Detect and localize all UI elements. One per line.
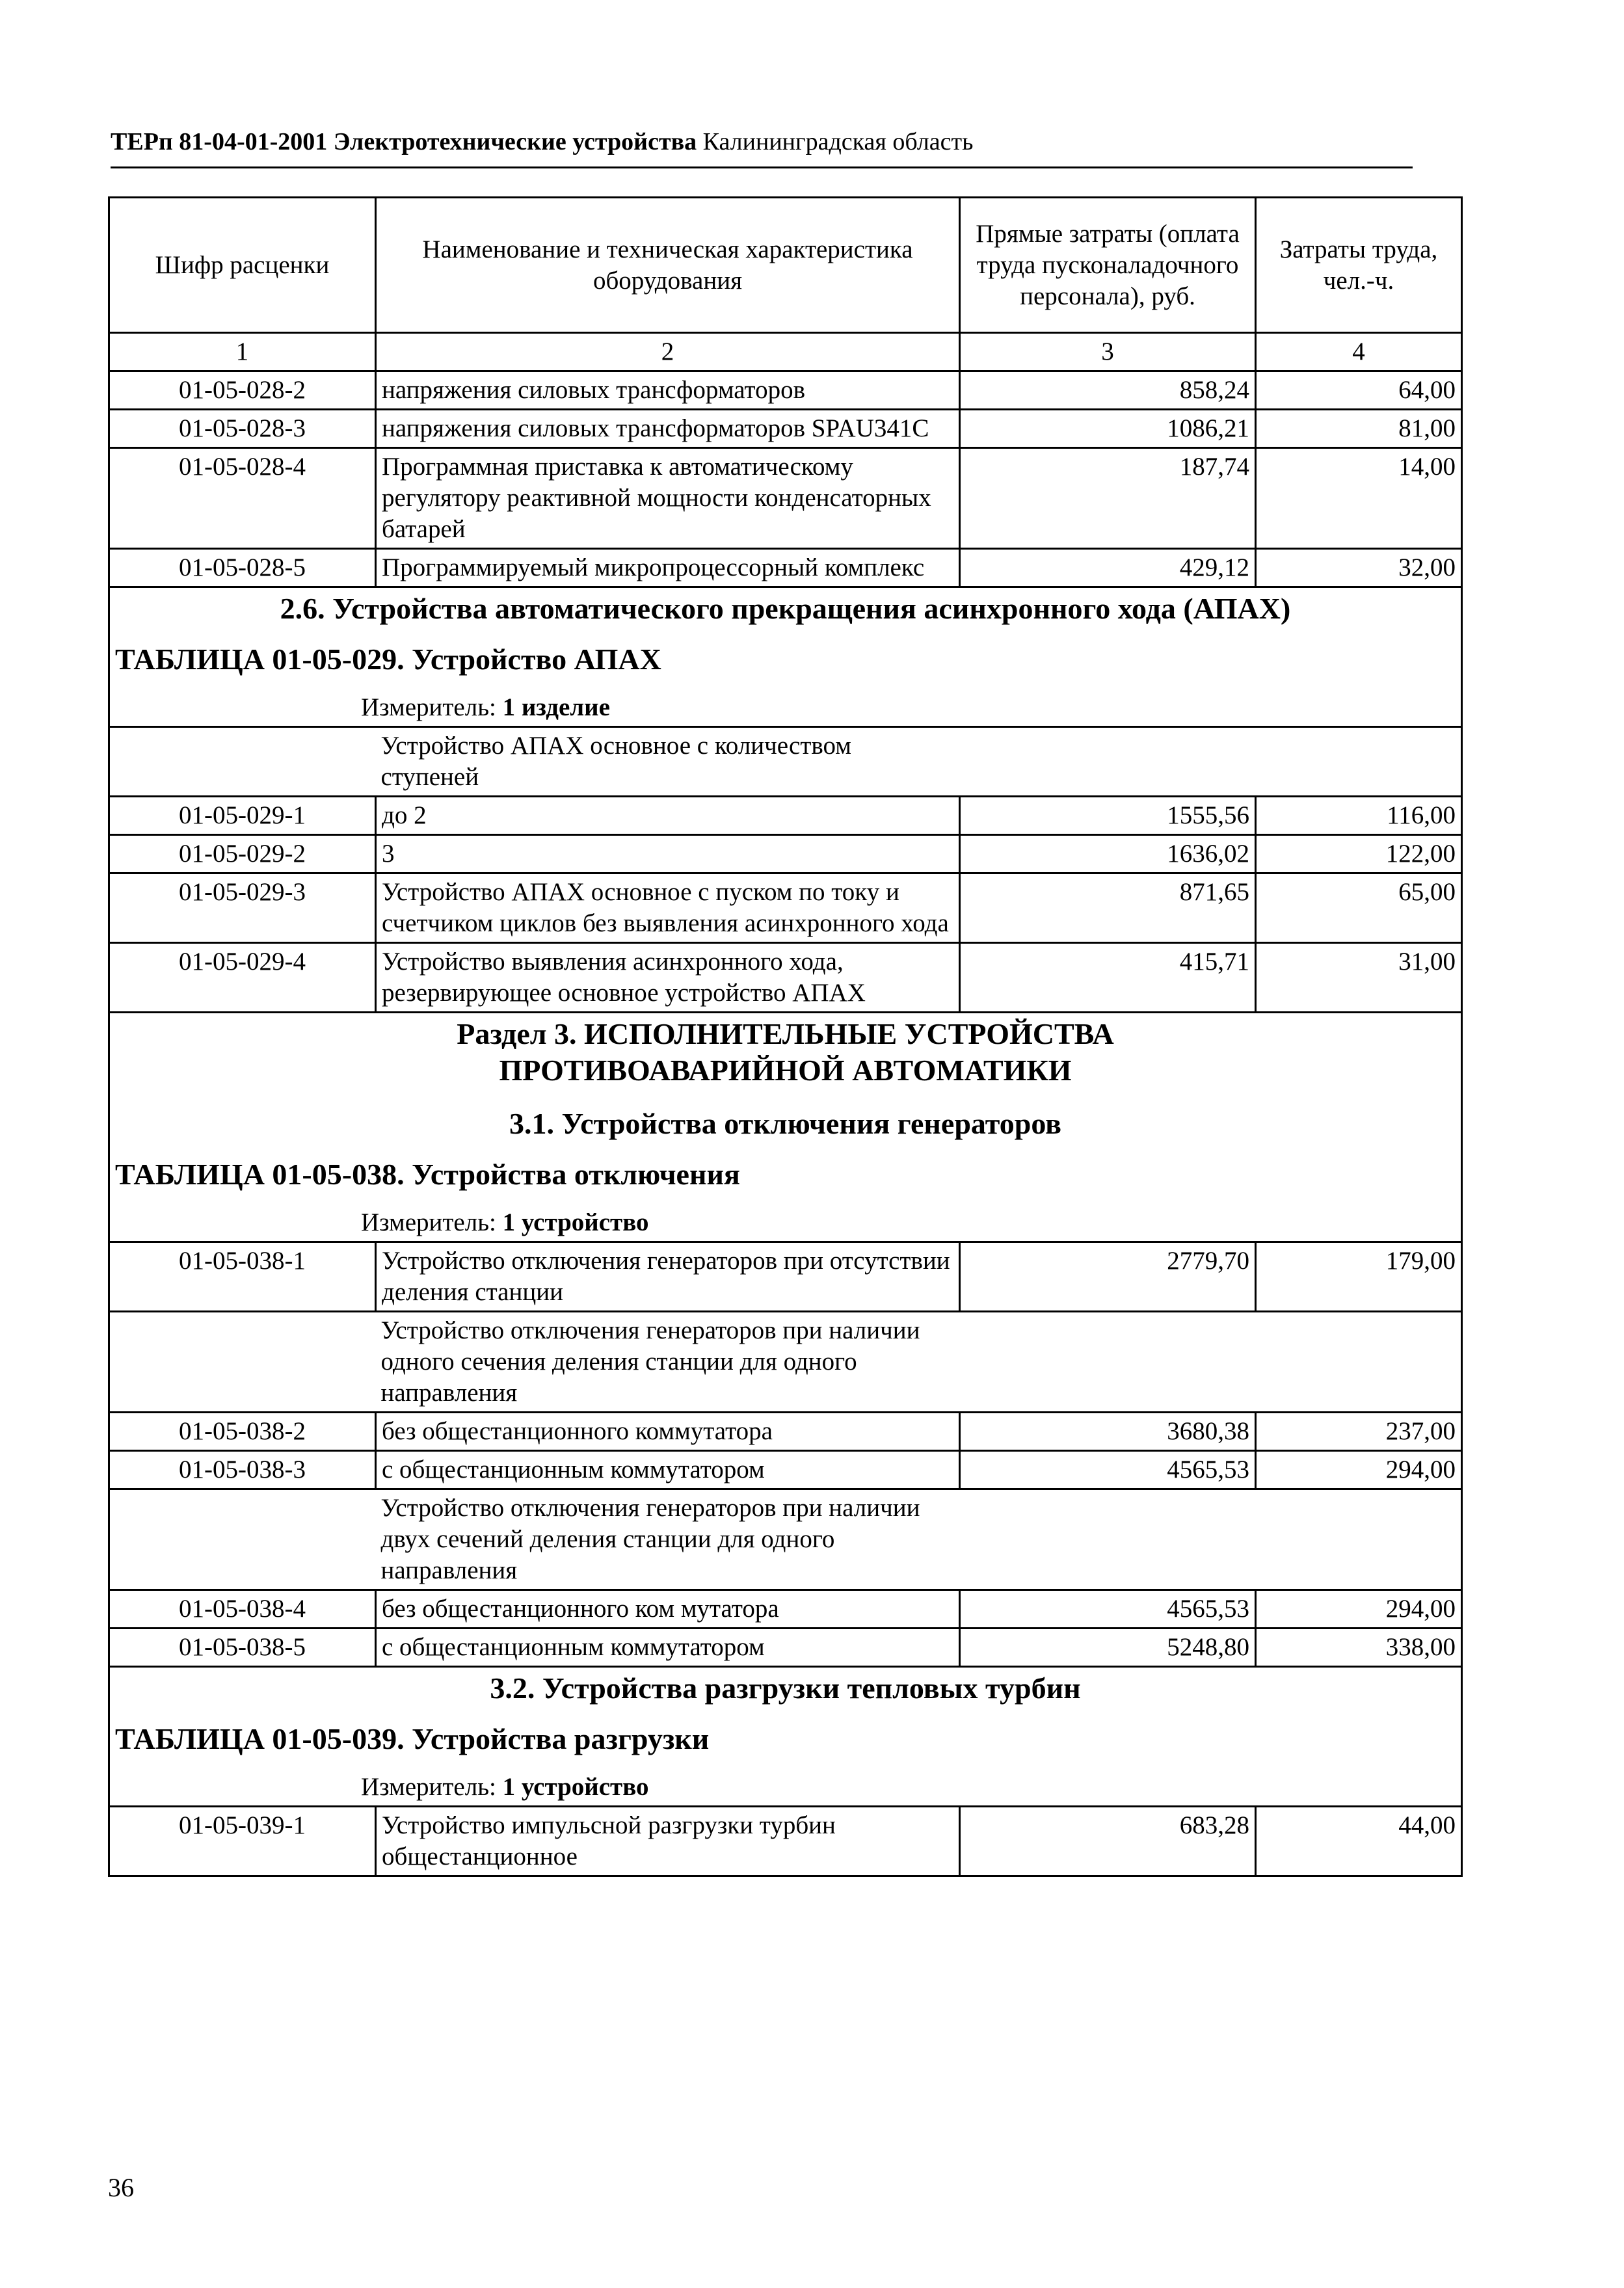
- rate-labor: 116,00: [1256, 797, 1462, 835]
- rate-name: без общестанционного ком мутатора: [376, 1590, 960, 1629]
- rate-cost: 4565,53: [960, 1451, 1256, 1489]
- rate-labor: 237,00: [1256, 1413, 1462, 1451]
- rate-code: 01-05-028-2: [109, 371, 376, 410]
- unit-value: 1 устройство: [502, 1773, 649, 1801]
- rate-labor: 65,00: [1256, 873, 1462, 943]
- rate-name: до 2: [376, 797, 960, 835]
- table-row: [109, 797, 1462, 835]
- unit-value: 1 устройство: [502, 1208, 649, 1236]
- group-empty-cell: [109, 1489, 376, 1590]
- group-empty-cell: [109, 727, 376, 797]
- header-labor: Затраты труда, чел.-ч.: [1256, 198, 1462, 333]
- table-row: [109, 835, 1462, 873]
- rate-code: 01-05-028-4: [109, 448, 376, 549]
- rate-cost: 683,28: [960, 1807, 1256, 1876]
- rate-code: 01-05-029-2: [109, 835, 376, 873]
- rates-page: [108, 196, 1461, 1877]
- rate-labor: 338,00: [1256, 1629, 1462, 1667]
- header-code: Шифр расценки: [109, 198, 376, 333]
- rate-name: напряжения силовых трансформаторов SPAU341C: [376, 410, 960, 448]
- header-name: Наименование и техническая характеристика оборудования: [376, 198, 960, 333]
- rate-code: 01-05-029-3: [109, 873, 376, 943]
- group-row: [109, 1489, 1462, 1590]
- rate-name: Устройство выявления асинхронного хода, резервирующее основное устройство АПАХ: [376, 943, 960, 1013]
- group-row: [109, 727, 1462, 797]
- rate-name: с общестанционным коммутатором: [376, 1629, 960, 1667]
- rate-code: 01-05-029-4: [109, 943, 376, 1013]
- subsection-title: 3.2. Устройства разгрузки тепловых турбин: [490, 1671, 1081, 1705]
- table-row: [109, 410, 1462, 448]
- column-number-row: [109, 333, 1462, 371]
- table-row: [109, 1413, 1462, 1451]
- unit-line: [361, 692, 1456, 723]
- region: Калининградская область: [702, 128, 974, 155]
- section-32-cell: [109, 1667, 1462, 1807]
- rate-cost: 1086,21: [960, 410, 1256, 448]
- section-block: [109, 587, 1462, 727]
- rate-name: без общестанционного коммутатора: [376, 1413, 960, 1451]
- section-3-cell: [109, 1013, 1462, 1242]
- section-title: 2.6. Устройства автоматического прекращения асинхронного хода (АПАХ): [280, 592, 1291, 625]
- rate-cost: 2779,70: [960, 1242, 1256, 1312]
- rate-cost: 187,74: [960, 448, 1256, 549]
- rate-cost: 4565,53: [960, 1590, 1256, 1629]
- section-block: [109, 1013, 1462, 1242]
- rate-cost: 1555,56: [960, 797, 1256, 835]
- table-row: [109, 549, 1462, 587]
- column-number: 2: [376, 333, 960, 371]
- section-block: [109, 1667, 1462, 1807]
- rate-name: напряжения силовых трансформаторов: [376, 371, 960, 410]
- rate-code: 01-05-028-3: [109, 410, 376, 448]
- rate-labor: 122,00: [1256, 835, 1462, 873]
- unit-value: 1 изделие: [502, 693, 610, 721]
- rate-labor: 32,00: [1256, 549, 1462, 587]
- table-row: [109, 1629, 1462, 1667]
- rate-cost: 3680,38: [960, 1413, 1256, 1451]
- rate-labor: 64,00: [1256, 371, 1462, 410]
- table-title: ТАБЛИЦА 01-05-039. Устройства разгрузки: [115, 1722, 710, 1755]
- rate-name: 3: [376, 835, 960, 873]
- rate-code: 01-05-038-5: [109, 1629, 376, 1667]
- rate-cost: 429,12: [960, 549, 1256, 587]
- header-direct-costs: Прямые затраты (оплата труда пусконаладочного персонала), руб.: [960, 198, 1256, 333]
- table-row: [109, 943, 1462, 1013]
- group-caption: Устройство АПАХ основное с количеством ступеней: [376, 727, 1462, 797]
- table-row: [109, 1451, 1462, 1489]
- rate-name: с общестанционным коммутатором: [376, 1451, 960, 1489]
- table-row: [109, 371, 1462, 410]
- table-header-row: [109, 198, 1462, 333]
- rate-code: 01-05-038-4: [109, 1590, 376, 1629]
- rate-name: Программная приставка к автоматическому регулятору реактивной мощности конденсаторных батарей: [376, 448, 960, 549]
- rates-table: [108, 196, 1463, 1877]
- table-row: [109, 873, 1462, 943]
- table-title: ТАБЛИЦА 01-05-029. Устройство АПАХ: [115, 643, 661, 676]
- rate-code: 01-05-038-3: [109, 1451, 376, 1489]
- rate-name: Программируемый микропроцессорный комплекс: [376, 549, 960, 587]
- rate-name: Устройство АПАХ основное с пуском по току и счетчиком циклов без выявления асинхронного хода: [376, 873, 960, 943]
- table-row: [109, 1242, 1462, 1312]
- unit-label: Измеритель:: [361, 693, 496, 721]
- rate-cost: 871,65: [960, 873, 1256, 943]
- doc-title: Электротехнические устройства: [333, 128, 697, 155]
- rate-labor: 81,00: [1256, 410, 1462, 448]
- rate-cost: 415,71: [960, 943, 1256, 1013]
- subsection-title: 3.1. Устройства отключения генераторов: [509, 1107, 1062, 1140]
- rate-name: Устройство отключения генераторов при отсутствии деления станции: [376, 1242, 960, 1312]
- group-empty-cell: [109, 1312, 376, 1413]
- section-title: Раздел 3. ИСПОЛНИТЕЛЬНЫЕ УСТРОЙСТВА ПРОТИВОАВАРИЙНОЙ АВТОМАТИКИ: [457, 1017, 1114, 1087]
- doc-code: ТЕРп 81-04-01-2001: [111, 128, 328, 155]
- table-row: [109, 1807, 1462, 1876]
- rate-code: 01-05-038-2: [109, 1413, 376, 1451]
- rate-name: Устройство импульсной разгрузки турбин общестанционное: [376, 1807, 960, 1876]
- table-row: [109, 1590, 1462, 1629]
- rate-cost: 858,24: [960, 371, 1256, 410]
- unit-label: Измеритель:: [361, 1773, 496, 1801]
- rate-code: 01-05-039-1: [109, 1807, 376, 1876]
- page-number: 36: [108, 2173, 134, 2202]
- unit-line: [361, 1207, 1456, 1238]
- unit-line: [361, 1772, 1456, 1803]
- rate-code: 01-05-028-5: [109, 549, 376, 587]
- rate-labor: 294,00: [1256, 1590, 1462, 1629]
- rate-code: 01-05-029-1: [109, 797, 376, 835]
- rate-cost: 1636,02: [960, 835, 1256, 873]
- rate-labor: 31,00: [1256, 943, 1462, 1013]
- column-number: 1: [109, 333, 376, 371]
- rate-labor: 294,00: [1256, 1451, 1462, 1489]
- running-header: [111, 127, 1413, 156]
- column-number: 3: [960, 333, 1256, 371]
- rate-code: 01-05-038-1: [109, 1242, 376, 1312]
- header-rule: [111, 166, 1413, 168]
- unit-label: Измеритель:: [361, 1208, 496, 1236]
- column-number: 4: [1256, 333, 1462, 371]
- rate-labor: 14,00: [1256, 448, 1462, 549]
- group-caption: Устройство отключения генераторов при наличии двух сечений деления станции для одного направления: [376, 1489, 1462, 1590]
- group-row: [109, 1312, 1462, 1413]
- rate-labor: 44,00: [1256, 1807, 1462, 1876]
- section-26-cell: [109, 587, 1462, 727]
- group-caption: Устройство отключения генераторов при наличии одного сечения деления станции для одного направления: [376, 1312, 1462, 1413]
- table-row: [109, 448, 1462, 549]
- rate-cost: 5248,80: [960, 1629, 1256, 1667]
- table-title: ТАБЛИЦА 01-05-038. Устройства отключения: [115, 1158, 740, 1191]
- rate-labor: 179,00: [1256, 1242, 1462, 1312]
